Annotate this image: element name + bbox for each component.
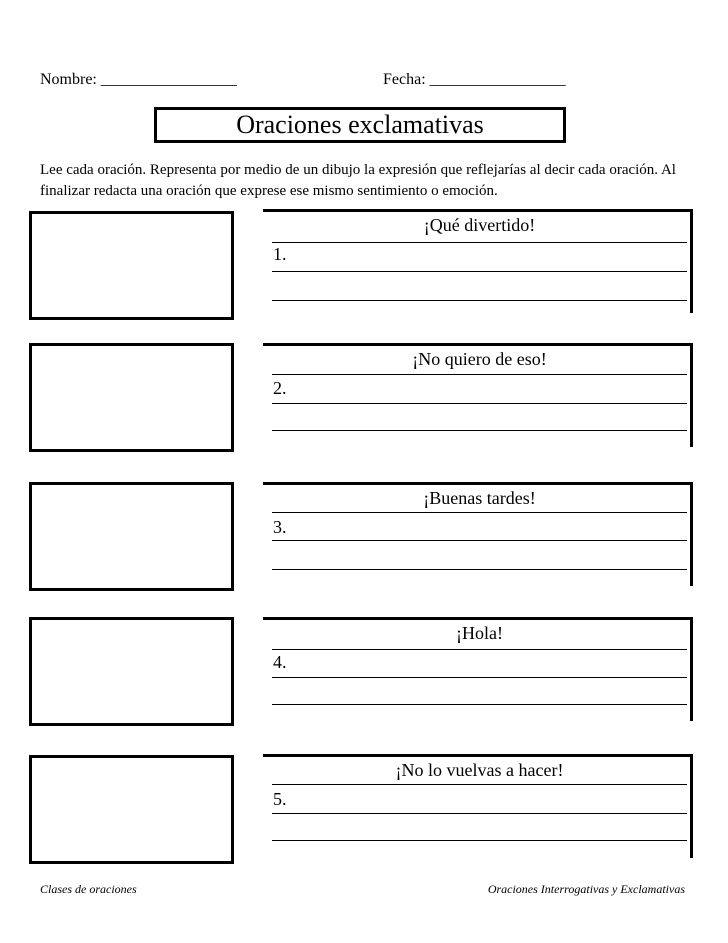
exclamation-text: ¡Hola! xyxy=(456,623,503,643)
answer-line[interactable] xyxy=(272,374,687,375)
item-number: 1. xyxy=(273,244,287,264)
answer-line[interactable] xyxy=(272,300,687,301)
name-field[interactable]: Nombre: _________________ xyxy=(40,71,237,88)
exclamation-text: ¡Qué divertido! xyxy=(423,215,536,235)
answer-box-1 xyxy=(263,209,693,313)
answer-line[interactable] xyxy=(272,403,687,404)
page-title: Oraciones exclamativas xyxy=(154,107,566,143)
item-number: 5. xyxy=(273,789,287,809)
instructions-text: Lee cada oración. Representa por medio de un dibujo la expresión que reflejarías al decir cada oración. Al finalizar redacta una oración que exprese ese mismo sentimiento o emoción. xyxy=(40,162,676,199)
drawing-box-2[interactable] xyxy=(29,343,234,452)
answer-line[interactable] xyxy=(272,540,687,541)
drawing-box-1[interactable] xyxy=(29,211,234,320)
drawing-box-5[interactable] xyxy=(29,755,234,864)
exclamation-text: ¡No quiero de eso! xyxy=(412,349,547,369)
answer-box-4 xyxy=(263,617,693,721)
date-field[interactable]: Fecha: _________________ xyxy=(383,71,566,88)
answer-line[interactable] xyxy=(272,512,687,513)
item-number: 3. xyxy=(273,517,287,537)
answer-line[interactable] xyxy=(272,649,687,650)
answer-line[interactable] xyxy=(272,704,687,705)
footer-right-text: Oraciones Interrogativas y Exclamativas xyxy=(487,882,685,896)
answer-box-2 xyxy=(263,343,693,447)
footer-left-text: Clases de oraciones xyxy=(40,882,137,896)
answer-line[interactable] xyxy=(272,271,687,272)
answer-line[interactable] xyxy=(272,784,687,785)
drawing-box-4[interactable] xyxy=(29,617,234,726)
answer-line[interactable] xyxy=(272,569,687,570)
answer-box-3 xyxy=(263,482,693,586)
answer-line[interactable] xyxy=(272,430,687,431)
answer-line[interactable] xyxy=(272,242,687,243)
exclamation-text: ¡No lo vuelvas a hacer! xyxy=(395,760,564,780)
exclamation-text: ¡Buenas tardes! xyxy=(423,488,536,508)
drawing-box-3[interactable] xyxy=(29,482,234,591)
answer-box-5 xyxy=(263,754,693,858)
answer-line[interactable] xyxy=(272,813,687,814)
item-number: 2. xyxy=(273,378,287,398)
answer-line[interactable] xyxy=(272,677,687,678)
item-number: 4. xyxy=(273,652,287,672)
answer-line[interactable] xyxy=(272,840,687,841)
